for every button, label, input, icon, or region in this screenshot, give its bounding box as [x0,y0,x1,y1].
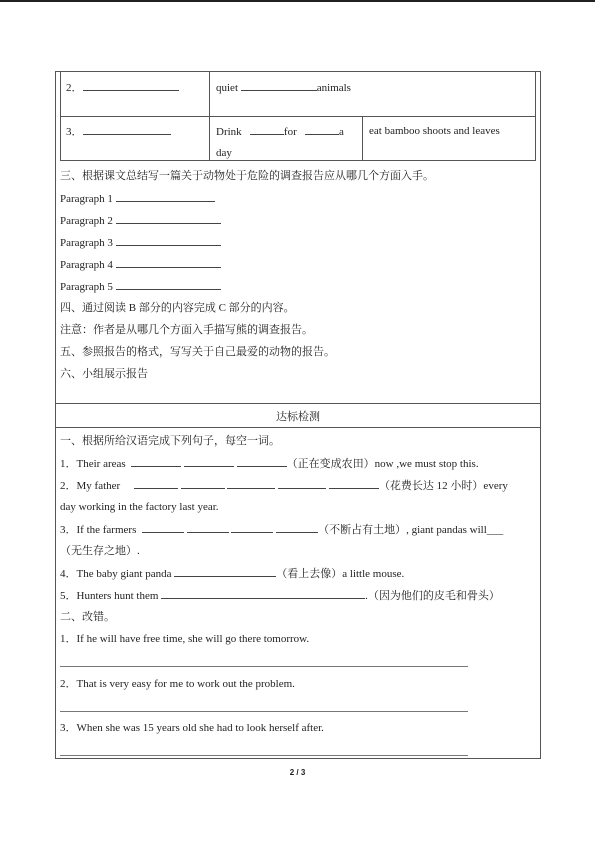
paragraph-3: Paragraph 3 [60,235,221,250]
table-row3-mid-cont: day [216,147,232,159]
test-title: 达标检测 [276,411,320,423]
table-row3-num: 3． [66,124,171,139]
paragraph-4: Paragraph 4 [60,257,221,272]
correction-1: 1．If he will have free time, she will go there tomorrow. [60,633,310,645]
paragraph-2: Paragraph 2 [60,213,221,228]
question-3: 3．If the farmers （不断占有土地）, giant pandas will___ [60,524,504,536]
table-col-divider-2 [362,116,363,161]
section3-heading: 三、根据课文总结写一篇关于动物处于危险的调查报告应从哪几个方面入手。 [60,170,434,182]
correction-3: 3．When she was 15 years old she had to look herself after. [60,722,324,734]
table-row2-mid: quiet animals [216,82,351,94]
table-row3-right: eat bamboo shoots and leaves [369,125,500,137]
section5-heading: 五、参照报告的格式，写写关于自己最爱的动物的报告。 [60,346,335,358]
paragraph-1: Paragraph 1 [60,191,215,206]
part1-heading: 一、根据所给汉语完成下列句子，每空一词。 [60,435,280,447]
question-3-cont: （无生存之地）. [60,545,140,557]
question-2: 2．My father （花费长达 12 小时）every [60,480,508,492]
table-row-divider [60,116,536,117]
question-2-cont: day working in the factory last year. [60,501,219,513]
correction-2: 2．That is very easy for me to work out the problem. [60,678,295,690]
section6-heading: 六、小组展示报告 [60,368,148,380]
paragraph-5: Paragraph 5 [60,279,221,294]
section4-heading: 四、通过阅读 B 部分的内容完成 C 部分的内容。 [60,302,295,314]
question-4: 4．The baby giant panda （看上去像）a little mouse. [60,568,405,580]
answer-line-2[interactable] [60,711,468,712]
section4-note: 注意：作者是从哪几个方面入手描写熊的调查报告。 [60,324,313,336]
part2-heading: 二、改错。 [60,611,115,623]
question-1: 1．Their areas （正在变成农田）now ,we must stop this. [60,458,479,470]
answer-line-1[interactable] [60,666,468,667]
answer-line-3[interactable] [60,755,468,756]
top-rule [0,0,595,2]
table-row3-mid: Drink for a [216,126,344,138]
table-row2-num: 2． [66,80,179,95]
question-5: 5．Hunters hunt them .（因为他们的皮毛和骨头） [60,590,500,602]
section-divider [55,403,541,404]
page-number: 2 / 3 [289,768,306,777]
test-title-divider [55,427,541,428]
